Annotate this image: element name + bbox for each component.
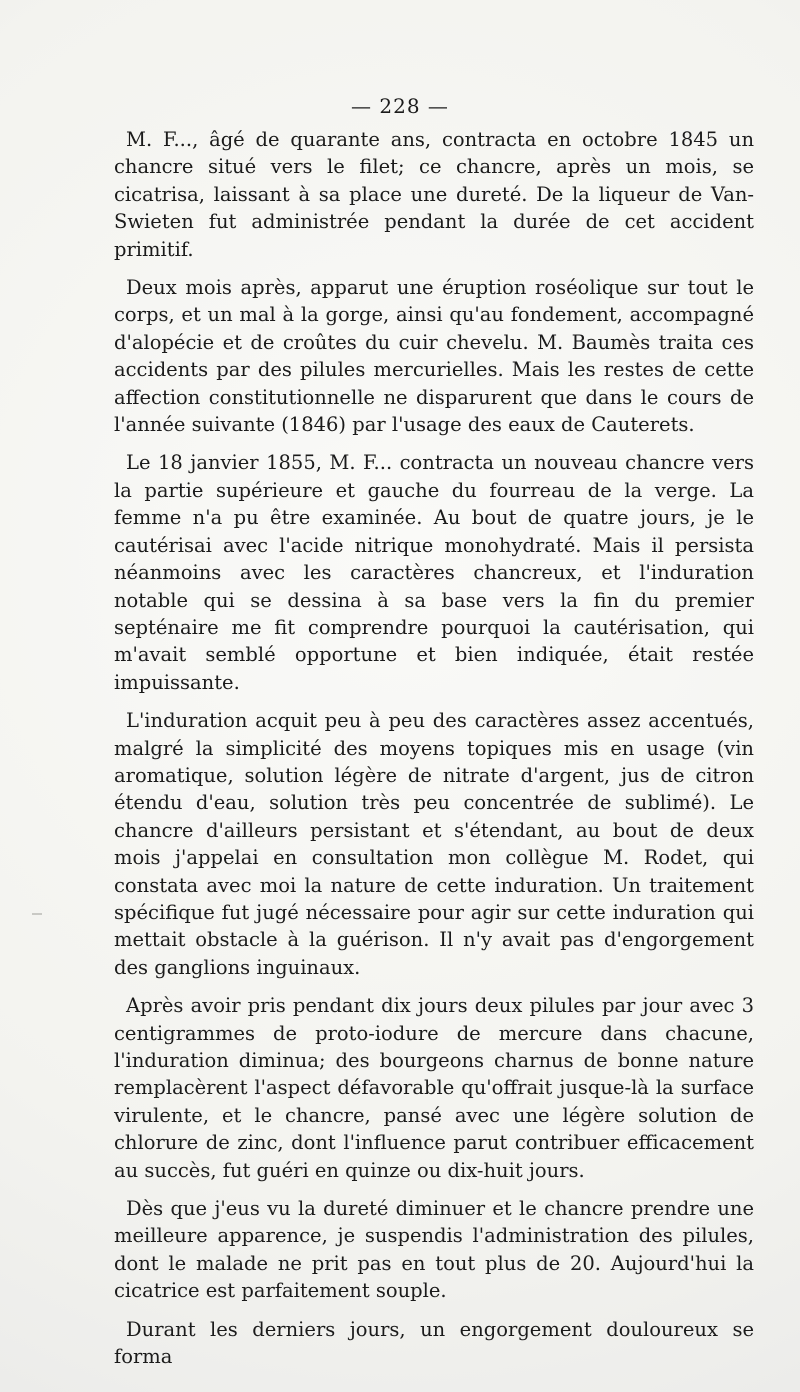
paragraph-1: M. F..., âgé de quarante ans, contracta en octobre 1845 un chancre situé vers le filet; ce chancre, après un mois, se cicatrisa, laissant à sa place une dureté. De la liqueur de Van-Swieten fut administrée pendant la durée de cet accident primitif.: [114, 128, 754, 261]
paragraph-4: L'induration acquit peu à peu des caractères assez accentués, malgré la simplicité des moyens topiques mis en usage (vin aromatique, solution légère de nitrate d'argent, jus de citron étendu d'eau, solution très peu concentrée de sublimé). Le chancre d'ailleurs persistant et s'étendant, au bout de deux mois j'appelai en consultation mon collègue M. Rodet, qui constata avec moi la nature de cette induration. Un traitement spécifique fut jugé nécessaire pour agir sur cette induration qui mettait obstacle à la guérison. Il n'y avait pas d'engorgement des ganglions inguinaux.: [114, 709, 754, 979]
paragraph-6: Dès que j'eus vu la dureté diminuer et le chancre prendre une meilleure apparence, je suspendis l'administration des pilules, dont le malade ne prit pas en tout plus de 20. Aujourd'hui la cicatrice est parfaitement souple.: [114, 1197, 754, 1303]
page-number-header: — 228 —: [351, 94, 449, 118]
paragraph-2: Deux mois après, apparut une éruption roséolique sur tout le corps, et un mal à la gorge, ainsi qu'au fondement, accompagné d'alopécie et de croûtes du cuir chevelu. M. Baumès traita ces accidents par des pilules mercurielles. Mais les restes de cette affection constitutionnelle ne disparurent que dans le cours de l'année suivante (1846) par l'usage des eaux de Cauterets.: [114, 276, 754, 437]
margin-mark: [32, 913, 42, 915]
paragraph-3: Le 18 janvier 1855, M. F... contracta un nouveau chancre vers la partie supérieure et gauche du fourreau de la verge. La femme n'a pu être examinée. Au bout de quatre jours, je le cautérisai avec l'acide nitrique monohydraté. Mais il persista néanmoins avec les caractères chancreux, et l'induration notable qui se dessina à sa base vers la fin du premier septénaire me fit comprendre pourquoi la cautérisation, qui m'avait semblé opportune et bien indiquée, était restée impuissante.: [114, 451, 754, 694]
paragraph-7: Durant les derniers jours, un engorgement douloureux se forma: [114, 1317, 754, 1369]
document-body: [114, 126, 754, 1381]
paragraph-5: Après avoir pris pendant dix jours deux pilules par jour avec 3 centigrammes de proto-iodure de mercure dans chacune, l'induration diminua; des bourgeons charnus de bonne nature remplacèrent l'aspect défavorable qu'offrait jusque-là la surface virulente, et le chancre, pansé avec une légère solution de chlorure de zinc, dont l'influence parut contribuer efficacement au succès, fut guéri en quinze ou dix-huit jours.: [114, 994, 754, 1182]
